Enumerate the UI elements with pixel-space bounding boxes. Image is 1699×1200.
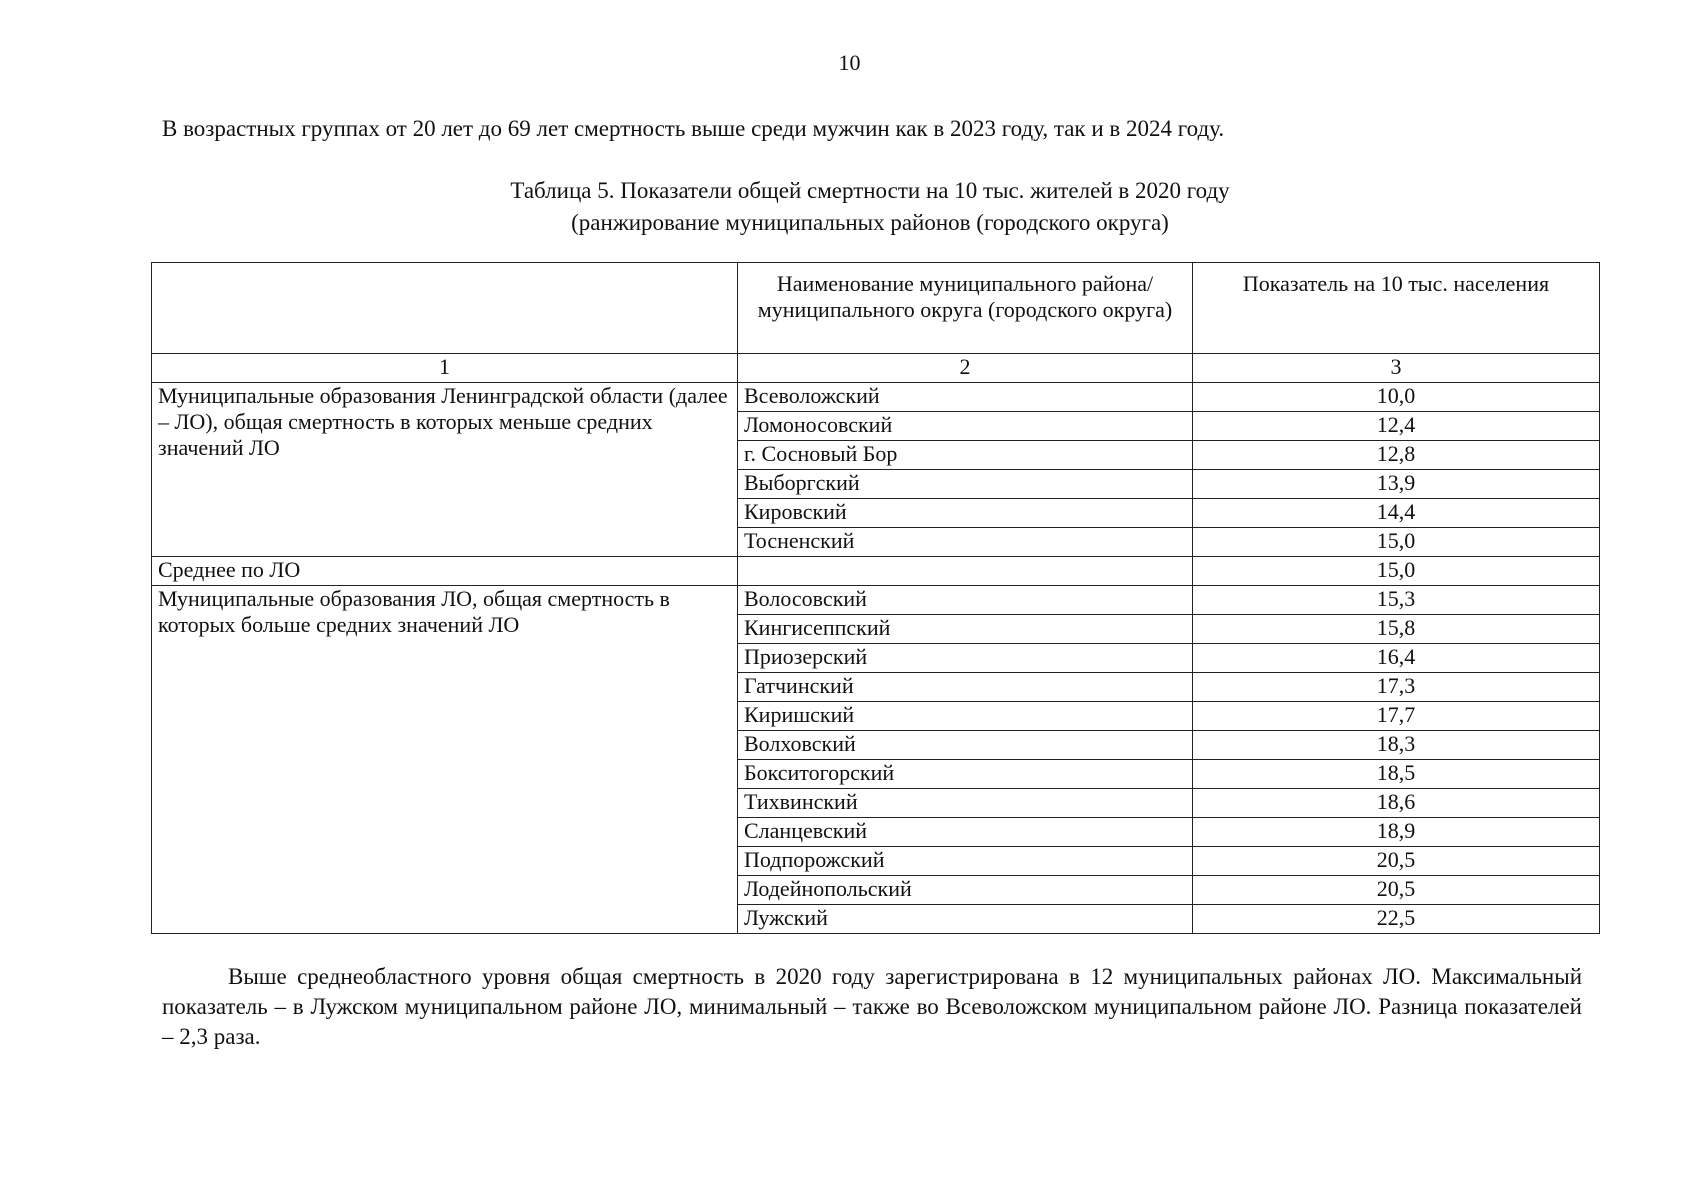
district-name: Всеволожский: [738, 383, 1193, 412]
intro-paragraph: В возрастных группах от 20 лет до 69 лет смертность выше среди мужчин как в 2023 году, так и в 2024 году.: [162, 116, 1225, 141]
page-number: 10: [838, 50, 861, 75]
index-col-3: 3: [1193, 354, 1600, 383]
district-name: г. Сосновый Бор: [738, 441, 1193, 470]
table-header-row: [152, 263, 1600, 354]
district-name: Кировский: [738, 499, 1193, 528]
table-index-row: [152, 354, 1600, 383]
average-row: [152, 557, 1600, 586]
average-value: 15,0: [1193, 557, 1600, 586]
index-col-2: 2: [738, 354, 1193, 383]
header-col-1: [152, 263, 738, 354]
group-label-above-average: Муниципальные образования ЛО, общая смертность в которых больше средних значений ЛО: [152, 586, 738, 934]
mortality-value: 18,9: [1193, 818, 1600, 847]
table-caption: [0, 175, 1699, 239]
mortality-value: 20,5: [1193, 876, 1600, 905]
mortality-value: 14,4: [1193, 499, 1600, 528]
mortality-value: 15,3: [1193, 586, 1600, 615]
header-col-2: Наименование муниципального района/муниципального округа (городского округа): [738, 263, 1193, 354]
mortality-value: 17,7: [1193, 702, 1600, 731]
mortality-value: 16,4: [1193, 644, 1600, 673]
average-district: [738, 557, 1193, 586]
mortality-value: 15,0: [1193, 528, 1600, 557]
summary-text: Выше среднеобластного уровня общая смертность в 2020 году зарегистрирована в 12 муниципальных районах ЛО. Максимальный показатель – в Лужском муниципальном районе ЛО, минимальный – также во Всеволожском муниципальном районе ЛО. Разница показателей – 2,3 раза.: [162, 964, 1582, 1049]
district-name: Выборгский: [738, 470, 1193, 499]
mortality-value: 12,8: [1193, 441, 1600, 470]
district-name: Подпорожский: [738, 847, 1193, 876]
district-name: Кингисеппский: [738, 615, 1193, 644]
average-label: Среднее по ЛО: [152, 557, 738, 586]
mortality-table: [151, 262, 1600, 934]
mortality-value: 18,5: [1193, 760, 1600, 789]
district-name: Лужский: [738, 905, 1193, 934]
district-name: Бокситогорский: [738, 760, 1193, 789]
table-row: [152, 383, 1600, 412]
district-name: Лодейнопольский: [738, 876, 1193, 905]
district-name: Киришский: [738, 702, 1193, 731]
table-caption-line-1: Таблица 5. Показатели общей смертности на 10 тыс. жителей в 2020 году: [510, 178, 1230, 203]
mortality-value: 15,8: [1193, 615, 1600, 644]
header-col-3: Показатель на 10 тыс. населения: [1193, 263, 1600, 354]
mortality-value: 17,3: [1193, 673, 1600, 702]
district-name: Гатчинский: [738, 673, 1193, 702]
district-name: Тихвинский: [738, 789, 1193, 818]
group-label-below-average: Муниципальные образования Ленинградской области (далее – ЛО), общая смертность в которых меньше средних значений ЛО: [152, 383, 738, 557]
district-name: Сланцевский: [738, 818, 1193, 847]
district-name: Волховский: [738, 731, 1193, 760]
table-caption-line-2: (ранжирование муниципальных районов (городского округа): [571, 210, 1169, 235]
summary-paragraph: [162, 962, 1582, 1052]
district-name: Тосненский: [738, 528, 1193, 557]
mortality-value: 13,9: [1193, 470, 1600, 499]
district-name: Ломоносовский: [738, 412, 1193, 441]
mortality-value: 20,5: [1193, 847, 1600, 876]
mortality-value: 10,0: [1193, 383, 1600, 412]
index-col-1: 1: [152, 354, 738, 383]
district-name: Приозерский: [738, 644, 1193, 673]
table-row: [152, 586, 1600, 615]
mortality-value: 22,5: [1193, 905, 1600, 934]
mortality-value: 18,3: [1193, 731, 1600, 760]
mortality-value: 12,4: [1193, 412, 1600, 441]
mortality-value: 18,6: [1193, 789, 1600, 818]
district-name: Волосовский: [738, 586, 1193, 615]
